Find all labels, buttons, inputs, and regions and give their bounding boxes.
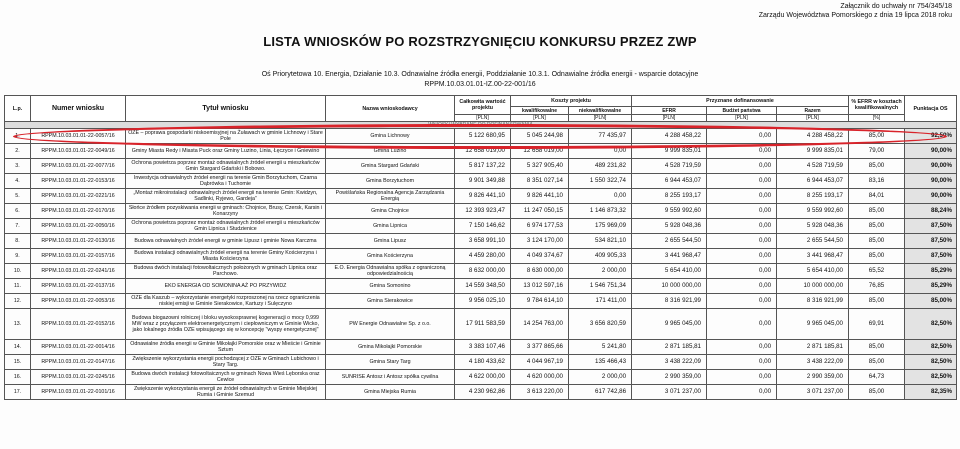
- cell-efrr: 2 655 544,50: [632, 234, 707, 249]
- cell-lp: 6.: [5, 204, 31, 219]
- cell-kwal: 13 012 597,16: [511, 279, 569, 294]
- cell-lp: 15.: [5, 355, 31, 370]
- cell-budzet: 0,00: [707, 189, 777, 204]
- cell-razem: 2 990 359,00: [777, 370, 849, 385]
- cell-razem: 4 288 458,22: [777, 129, 849, 144]
- cell-kwal: 12 658 019,00: [511, 144, 569, 159]
- cell-efrr: 9 559 992,60: [632, 204, 707, 219]
- cell-numer: RPPM.10.03.01.01-22-0101/16: [31, 385, 126, 400]
- cell-kwal: 3 613 220,00: [511, 385, 569, 400]
- header-niekwal: niekwalifikowalne: [569, 107, 632, 115]
- applications-table: [4, 95, 957, 400]
- cell-punktacja: 82,35%: [905, 385, 957, 400]
- cell-lp: 13.: [5, 309, 31, 340]
- cell-niekwal: 3 656 820,59: [569, 309, 632, 340]
- table-row: [5, 355, 957, 370]
- cell-efrr: 10 000 000,00: [632, 279, 707, 294]
- cell-tytul: Budowa dwóch instalacji fotowoltaicznych w gminach Nowa Wieś Lęborska oraz Cewice: [126, 370, 326, 385]
- cell-wartosc: 9 901 349,88: [455, 174, 511, 189]
- cell-tytul: Gminy Miasta Redy i Miasta Puck oraz Gminy Luzino, Linia, Łęczyce i Gniewino: [126, 144, 326, 159]
- cell-razem: 9 559 992,60: [777, 204, 849, 219]
- cell-punktacja: 82,50%: [905, 355, 957, 370]
- attachment-line-2: Zarządu Województwa Pomorskiego z dnia 19 lipca 2018 roku: [758, 12, 952, 19]
- header-pct: % EFRR w kosztach kwalifikowalnych: [849, 96, 905, 115]
- unit-pln: [PLN]: [632, 115, 707, 122]
- cell-nazwa: Gmina Borzytuchom: [326, 174, 455, 189]
- cell-numer: RPPM.10.03.01.01-22-0077/16: [31, 159, 126, 174]
- attachment-line-1: Załącznik do uchwały nr 754/345/18: [840, 3, 952, 10]
- cell-budzet: 0,00: [707, 355, 777, 370]
- cell-budzet: 0,00: [707, 204, 777, 219]
- cell-razem: 8 255 193,17: [777, 189, 849, 204]
- cell-punktacja: 90,00%: [905, 159, 957, 174]
- cell-efrr: 3 441 968,47: [632, 249, 707, 264]
- table-row: [5, 174, 957, 189]
- cell-kwal: 4 049 374,67: [511, 249, 569, 264]
- cell-numer: RPPM.10.03.01.01-22-0057/16: [31, 129, 126, 144]
- cell-nazwa: Gmina Lichnowy: [326, 129, 455, 144]
- table-row: [5, 219, 957, 234]
- cell-numer: RPPM.10.03.01.01-22-0053/16: [31, 294, 126, 309]
- cell-niekwal: 617 742,86: [569, 385, 632, 400]
- cell-budzet: 0,00: [707, 385, 777, 400]
- cell-lp: 14.: [5, 340, 31, 355]
- cell-punktacja: 90,00%: [905, 174, 957, 189]
- cell-budzet: 0,00: [707, 234, 777, 249]
- cell-pct: 85,00: [849, 129, 905, 144]
- cell-tytul: Budowa biogazowni rolniczej i bloku wysokosprawnej kogeneracji o mocy 0,999 MW wraz z przyłączem elektroenergetycznym i ciepłowniczym w Gminie Wicko, jako lokalnego źródła OZE wpisującego się w koncepcję "wyspy energetycznej": [126, 309, 326, 340]
- cell-lp: 12.: [5, 294, 31, 309]
- cell-punktacja: 88,24%: [905, 204, 957, 219]
- cell-niekwal: 2 000,00: [569, 370, 632, 385]
- cell-budzet: 0,00: [707, 249, 777, 264]
- header-budzet: Budżet państwa: [707, 107, 777, 115]
- cell-lp: 5.: [5, 189, 31, 204]
- cell-pct: 85,00: [849, 249, 905, 264]
- cell-tytul: Zwiększenie wykorzystania energii ze źródeł odnawialnych w Gminie Miejskiej Rumia i Gminie Szemud: [126, 385, 326, 400]
- cell-lp: 16.: [5, 370, 31, 385]
- cell-efrr: 4 288 458,22: [632, 129, 707, 144]
- header-kwal: kwalifikowalne: [511, 107, 569, 115]
- cell-pct: 85,00: [849, 294, 905, 309]
- header-lp: L.p.: [5, 96, 31, 122]
- subtitle-line-1: Oś Priorytetowa 10. Energia, Działanie 10.3. Odnawialne źródła energii, Poddziałanie 10.3.1. Odnawialne źródła energii - wsparcie dotacyjne: [261, 71, 699, 78]
- cell-budzet: 0,00: [707, 129, 777, 144]
- cell-razem: 3 071 237,00: [777, 385, 849, 400]
- cell-razem: 10 000 000,00: [777, 279, 849, 294]
- cell-tytul: Słońce źródłem pozyskiwania energii w gminach: Chojnice, Brusy, Czersk, Karsin i Konarzyny: [126, 204, 326, 219]
- cell-lp: 2.: [5, 144, 31, 159]
- cell-wartosc: 9 956 025,10: [455, 294, 511, 309]
- header-wartosc: Całkowita wartość projektu: [455, 96, 511, 115]
- cell-tytul: Zwiększenie wykorzystania energii pochodzącej z OZE w Gminach Lubichowo i Stary Targ.: [126, 355, 326, 370]
- cell-efrr: 6 944 453,07: [632, 174, 707, 189]
- cell-wartosc: 9 826 441,10: [455, 189, 511, 204]
- cell-nazwa: Gmina Somonino: [326, 279, 455, 294]
- attachment-note: [759, 2, 952, 20]
- cell-punktacja: 85,29%: [905, 264, 957, 279]
- cell-kwal: 8 351 027,14: [511, 174, 569, 189]
- cell-tytul: Odnawialne źródła energii w Gminie Mikołajki Pomorskie oraz w Mieście i Gminie Sztum: [126, 340, 326, 355]
- cell-pct: 85,00: [849, 159, 905, 174]
- cell-niekwal: 1 546 751,34: [569, 279, 632, 294]
- cell-pct: 85,00: [849, 204, 905, 219]
- cell-pct: 64,73: [849, 370, 905, 385]
- cell-pct: 85,00: [849, 340, 905, 355]
- cell-nazwa: Gmina Stary Targ: [326, 355, 455, 370]
- cell-niekwal: 171 411,00: [569, 294, 632, 309]
- cell-pct: 79,00: [849, 144, 905, 159]
- cell-numer: RPPM.10.03.01.01-22-0152/16: [31, 309, 126, 340]
- cell-punktacja: 92,50%: [905, 129, 957, 144]
- cell-pct: 85,00: [849, 385, 905, 400]
- cell-nazwa: Gmina Kościerzyna: [326, 249, 455, 264]
- cell-punktacja: 87,50%: [905, 219, 957, 234]
- cell-pct: 85,00: [849, 219, 905, 234]
- cell-punktacja: 90,00%: [905, 144, 957, 159]
- cell-nazwa: PW Energie Odnawialne Sp. z o.o.: [326, 309, 455, 340]
- table-row: [5, 294, 957, 309]
- cell-numer: RPPM.10.03.01.01-22-0050/16: [31, 219, 126, 234]
- unit-pct: [%]: [849, 115, 905, 122]
- cell-budzet: 0,00: [707, 340, 777, 355]
- cell-efrr: 9 965 045,00: [632, 309, 707, 340]
- cell-punktacja: 82,50%: [905, 340, 957, 355]
- cell-numer: RPPM.10.03.01.01-22-0147/16: [31, 355, 126, 370]
- cell-numer: RPPM.10.03.01.01-22-0014/16: [31, 340, 126, 355]
- cell-niekwal: 489 231,82: [569, 159, 632, 174]
- cell-nazwa: E.O. Energia Odnawialna spółka z ograniczoną odpowiedzialnością: [326, 264, 455, 279]
- cell-razem: 4 528 719,59: [777, 159, 849, 174]
- cell-tytul: OZE dla Kaszub – wykorzystanie energetyki rozproszonej na rzecz ograniczenia niskiej emisji w Gminie Sierakowice, Kartuzy i Sulęczyno: [126, 294, 326, 309]
- cell-numer: RPPM.10.03.01.01-22-0245/16: [31, 370, 126, 385]
- document-title: LISTA WNIOSKÓW PO ROZSTRZYGNIĘCIU KONKURSU PRZEZ ZWP: [263, 34, 697, 49]
- cell-kwal: 5 327 905,40: [511, 159, 569, 174]
- table-row: [5, 129, 957, 144]
- cell-lp: 3.: [5, 159, 31, 174]
- cell-razem: 2 655 544,50: [777, 234, 849, 249]
- cell-wartosc: 4 459 280,00: [455, 249, 511, 264]
- cell-wartosc: 14 559 348,50: [455, 279, 511, 294]
- cell-lp: 7.: [5, 219, 31, 234]
- header-koszty: Koszty projektu: [511, 96, 632, 107]
- cell-punktacja: 82,50%: [905, 370, 957, 385]
- cell-budzet: 0,00: [707, 159, 777, 174]
- subtitle-line-2: RPPM.10.03.01.01-IZ.00-22-001/16: [424, 81, 536, 88]
- cell-tytul: Budowa instalacji odnawialnych źródeł energii na terenie Gminy Kościerzyna i Miasta Kościerzyna: [126, 249, 326, 264]
- cell-punktacja: 87,50%: [905, 249, 957, 264]
- cell-niekwal: 77 435,97: [569, 129, 632, 144]
- cell-niekwal: 5 241,80: [569, 340, 632, 355]
- cell-niekwal: 534 821,10: [569, 234, 632, 249]
- table-row: [5, 204, 957, 219]
- cell-wartosc: 12 393 923,47: [455, 204, 511, 219]
- cell-numer: RPPM.10.03.01.01-22-0157/16: [31, 249, 126, 264]
- cell-wartosc: 7 150 146,62: [455, 219, 511, 234]
- cell-tytul: OZE – poprawa gospodarki niskoemisyjnej na Żuławach w gminie Lichnowy i Stare Pole: [126, 129, 326, 144]
- cell-lp: 11.: [5, 279, 31, 294]
- cell-efrr: 4 528 719,59: [632, 159, 707, 174]
- cell-razem: 6 944 453,07: [777, 174, 849, 189]
- table-row: [5, 340, 957, 355]
- table-row: [5, 144, 957, 159]
- cell-tytul: Ochrona powietrza poprzez montaż odnawialnych źródeł energii u mieszkańców Gmin Stargard Gdański i Bobowo.: [126, 159, 326, 174]
- cell-pct: 65,52: [849, 264, 905, 279]
- header-efrr: EFRR: [632, 107, 707, 115]
- cell-numer: RPPM.10.03.01.01-22-0170/16: [31, 204, 126, 219]
- cell-budzet: 0,00: [707, 279, 777, 294]
- cell-efrr: 8 255 193,17: [632, 189, 707, 204]
- cell-razem: 2 871 185,81: [777, 340, 849, 355]
- cell-budzet: 0,00: [707, 309, 777, 340]
- unit-pln: [PLN]: [569, 115, 632, 122]
- table-row: [5, 370, 957, 385]
- cell-nazwa: Gmina Stargard Gdański: [326, 159, 455, 174]
- cell-wartosc: 4 230 962,86: [455, 385, 511, 400]
- unit-pln: [PLN]: [511, 115, 569, 122]
- table-row: [5, 279, 957, 294]
- cell-tytul: Ochrona powietrza poprzez montaż odnawialnych źródeł energii u mieszkańców Gmin Lipnica i Studzienice: [126, 219, 326, 234]
- cell-efrr: 3 438 222,09: [632, 355, 707, 370]
- cell-nazwa: Gmina Lipusz: [326, 234, 455, 249]
- cell-niekwal: 0,00: [569, 189, 632, 204]
- cell-budzet: 0,00: [707, 370, 777, 385]
- cell-punktacja: 82,50%: [905, 309, 957, 340]
- cell-tytul: EKO ENERGIA OD SOMONINA AŻ PO PRZYWIDZ: [126, 279, 326, 294]
- cell-tytul: „Montaż mikroinstalacji odnawialnych źródeł energii na terenie Gmin: Kwidzyn, Sadlinki, Ryjewo, Gardeja”: [126, 189, 326, 204]
- cell-razem: 9 999 835,01: [777, 144, 849, 159]
- cell-nazwa: Gmina Luzino: [326, 144, 455, 159]
- cell-wartosc: 5 122 680,95: [455, 129, 511, 144]
- cell-kwal: 4 044 967,19: [511, 355, 569, 370]
- cell-tytul: Inwestycja odnawialnych źródeł energii na terenie Gmin Borzytuchom, Czarna Dąbrówka i Tuchomie: [126, 174, 326, 189]
- table-row: [5, 159, 957, 174]
- cell-efrr: 5 928 048,36: [632, 219, 707, 234]
- cell-nazwa: SUNRISE Antosz i Antosz spółka cywilna: [326, 370, 455, 385]
- cell-razem: 5 928 048,36: [777, 219, 849, 234]
- cell-razem: 3 441 968,47: [777, 249, 849, 264]
- cell-numer: RPPM.10.03.01.01-22-0137/16: [31, 279, 126, 294]
- cell-nazwa: Gmina Miejska Rumia: [326, 385, 455, 400]
- cell-wartosc: 3 658 991,10: [455, 234, 511, 249]
- cell-pct: 85,00: [849, 355, 905, 370]
- cell-efrr: 8 316 921,99: [632, 294, 707, 309]
- cell-wartosc: 3 383 107,46: [455, 340, 511, 355]
- cell-wartosc: 4 180 433,62: [455, 355, 511, 370]
- cell-lp: 4.: [5, 174, 31, 189]
- cell-lp: 10.: [5, 264, 31, 279]
- cell-nazwa: Gmina Mikołajki Pomorskie: [326, 340, 455, 355]
- cell-niekwal: 0,00: [569, 144, 632, 159]
- cell-lp: 9.: [5, 249, 31, 264]
- cell-kwal: 9 784 614,10: [511, 294, 569, 309]
- cell-punktacja: 85,29%: [905, 279, 957, 294]
- cell-wartosc: 12 658 019,00: [455, 144, 511, 159]
- table-row: [5, 309, 957, 340]
- cell-efrr: 2 990 359,00: [632, 370, 707, 385]
- cell-kwal: 9 826 441,10: [511, 189, 569, 204]
- cell-razem: 5 654 410,00: [777, 264, 849, 279]
- header-punktacja: Punktacja OS: [905, 96, 957, 122]
- cell-efrr: 5 654 410,00: [632, 264, 707, 279]
- cell-niekwal: 135 466,43: [569, 355, 632, 370]
- cell-wartosc: 8 632 000,00: [455, 264, 511, 279]
- cell-kwal: 3 124 170,00: [511, 234, 569, 249]
- cell-pct: 84,01: [849, 189, 905, 204]
- cell-razem: 3 438 222,09: [777, 355, 849, 370]
- cell-razem: 9 965 045,00: [777, 309, 849, 340]
- cell-kwal: 14 254 763,00: [511, 309, 569, 340]
- unit-pln: [PLN]: [777, 115, 849, 122]
- cell-wartosc: 17 911 583,59: [455, 309, 511, 340]
- cell-nazwa: Powiślańska Regionalna Agencja Zarządzania Energią: [326, 189, 455, 204]
- cell-budzet: 0,00: [707, 264, 777, 279]
- cell-kwal: 6 974 177,53: [511, 219, 569, 234]
- table-row: [5, 385, 957, 400]
- cell-tytul: Budowa dwóch instalacji fotowoltaicznych położonych w gminach Lipnica oraz Parchowo.: [126, 264, 326, 279]
- header-przyznane: Przyznane dofinansowanie: [632, 96, 849, 107]
- cell-kwal: 5 045 244,98: [511, 129, 569, 144]
- cell-budzet: 0,00: [707, 219, 777, 234]
- header-nazwa: Nazwa wnioskodawcy: [326, 96, 455, 122]
- header-numer: Numer wniosku: [31, 96, 126, 122]
- cell-efrr: 9 999 835,01: [632, 144, 707, 159]
- table-row: [5, 249, 957, 264]
- cell-niekwal: 2 000,00: [569, 264, 632, 279]
- section-row: [5, 122, 957, 129]
- cell-punktacja: 90,00%: [905, 189, 957, 204]
- cell-tytul: Budowa odnawialnych źródeł energii w gminie Lipusz i gminie Nowa Karczma: [126, 234, 326, 249]
- cell-numer: RPPM.10.03.01.01-22-0130/16: [31, 234, 126, 249]
- cell-pct: 76,85: [849, 279, 905, 294]
- table-row: [5, 234, 957, 249]
- cell-nazwa: Gmina Lipnica: [326, 219, 455, 234]
- unit-pln: [PLN]: [455, 115, 511, 122]
- table-row: [5, 189, 957, 204]
- cell-razem: 8 316 921,99: [777, 294, 849, 309]
- cell-numer: RPPM.10.03.01.01-22-0241/16: [31, 264, 126, 279]
- cell-numer: RPPM.10.03.01.01-22-0221/16: [31, 189, 126, 204]
- cell-kwal: 11 247 050,15: [511, 204, 569, 219]
- cell-lp: 8.: [5, 234, 31, 249]
- cell-wartosc: 5 817 137,22: [455, 159, 511, 174]
- cell-lp: 17.: [5, 385, 31, 400]
- header-razem: Razem: [777, 107, 849, 115]
- cell-efrr: 3 071 237,00: [632, 385, 707, 400]
- cell-pct: 69,91: [849, 309, 905, 340]
- unit-pln: [PLN]: [707, 115, 777, 122]
- section-label: WNIOSKI WYBRANE DO DOFINANSOWANIA: [5, 122, 957, 129]
- table-body: [5, 122, 957, 400]
- cell-niekwal: 1 550 322,74: [569, 174, 632, 189]
- cell-punktacja: 85,00%: [905, 294, 957, 309]
- cell-lp: 1.: [5, 129, 31, 144]
- cell-budzet: 0,00: [707, 174, 777, 189]
- cell-budzet: 0,00: [707, 144, 777, 159]
- cell-kwal: 4 620 000,00: [511, 370, 569, 385]
- cell-numer: RPPM.10.03.01.01-22-0153/16: [31, 174, 126, 189]
- cell-punktacja: 87,50%: [905, 234, 957, 249]
- cell-kwal: 3 377 865,66: [511, 340, 569, 355]
- cell-budzet: 0,00: [707, 294, 777, 309]
- table-row: [5, 264, 957, 279]
- header-tytul: Tytuł wniosku: [126, 96, 326, 122]
- cell-pct: 83,16: [849, 174, 905, 189]
- cell-wartosc: 4 622 000,00: [455, 370, 511, 385]
- cell-pct: 85,00: [849, 234, 905, 249]
- cell-niekwal: 175 969,09: [569, 219, 632, 234]
- cell-nazwa: Gmina Sierakowice: [326, 294, 455, 309]
- cell-nazwa: Gmina Chojnice: [326, 204, 455, 219]
- cell-efrr: 2 871 185,81: [632, 340, 707, 355]
- cell-numer: RPPM.10.03.01.01-22-0049/16: [31, 144, 126, 159]
- cell-kwal: 8 630 000,00: [511, 264, 569, 279]
- cell-niekwal: 1 146 873,32: [569, 204, 632, 219]
- cell-niekwal: 409 905,33: [569, 249, 632, 264]
